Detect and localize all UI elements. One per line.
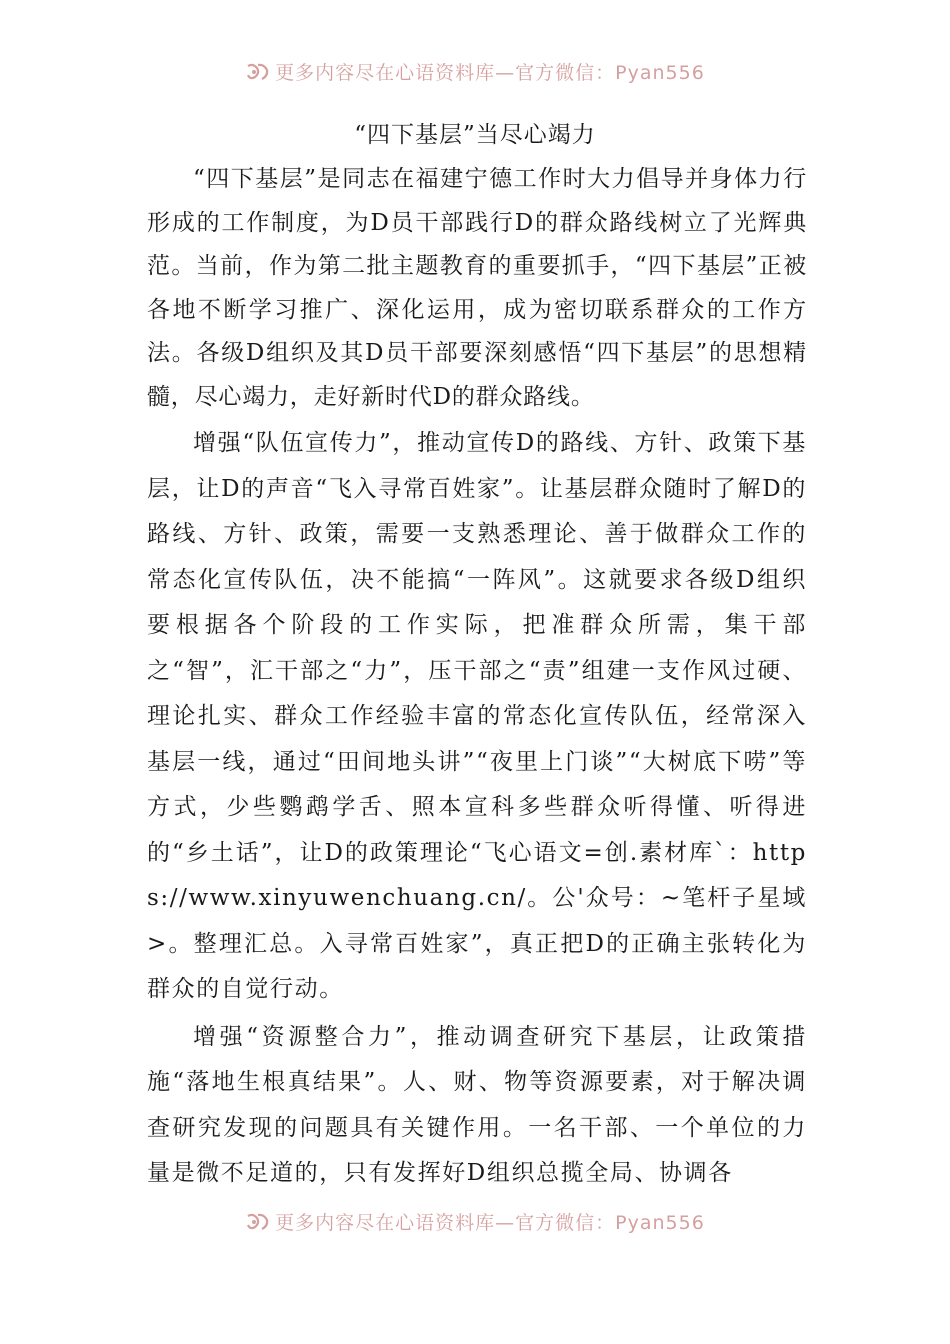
watermark-text: 更多内容尽在心语资料库—官方微信：Pyan556 [275, 62, 705, 84]
document-body [147, 158, 807, 1197]
document-title: “四下基层”当尽心竭力 [354, 122, 596, 148]
watermark-logo-icon [245, 1212, 271, 1232]
paragraph-team-publicity: 增强“队伍宣传力”，推动宣传D的路线、方针、政策下基层，让D的声音“飞入寻常百姓家”。让基层群众随时了解D的路线、方针、政策，需要一支熟悉理论、善于做群众工作的常态化宣传队伍，决不能搞“一阵风”。这就要求各级D组织要根据各个阶段的工作实际，把准群众所需，集干部之“智”，汇干部之“力”，压干部之“责”组建一支作风过硬、理论扎实、群众工作经验丰富的常态化宣传队伍，经常深入基层一线，通过“田间地头讲”“夜里上门谈”“大树底下唠”等方式，少些鹦鹉学舌、照本宣科多些群众听得懂、听得进的“乡土话”，让D的政策理论“飞心语文=创.素材库`：https://www.xinyuwenchuang.cn/。公'众号：~笔杆子星域>。整理汇总。入寻常百姓家”，真正把D的正确主张转化为群众的自觉行动。 [147, 430, 807, 1002]
header-watermark [0, 58, 950, 85]
watermark-text: 更多内容尽在心语资料库—官方微信：Pyan556 [275, 1212, 705, 1234]
paragraph-resource-integration: 增强“资源整合力”，推动调查研究下基层，让政策措施“落地生根真结果”。人、财、物等资源要素，对于解决调查研究发现的问题具有关键作用。一名干部、一个单位的力量是微不足道的，只有发挥好D组织总揽全局、协调各 [147, 1023, 807, 1186]
watermark-logo-icon [245, 62, 271, 82]
footer-watermark [0, 1208, 950, 1235]
paragraph-intro: “四下基层”是同志在福建宁德工作时大力倡导并身体力行形成的工作制度，为D员干部践行D的群众路线树立了光辉典范。当前，作为第二批主题教育的重要抓手，“四下基层”正被各地不断学习推广、深化运用，成为密切联系群众的工作方法。各级D组织及其D员干部要深刻感悟“四下基层”的思想精髓，尽心竭力，走好新时代D的群众路线。 [147, 166, 807, 410]
